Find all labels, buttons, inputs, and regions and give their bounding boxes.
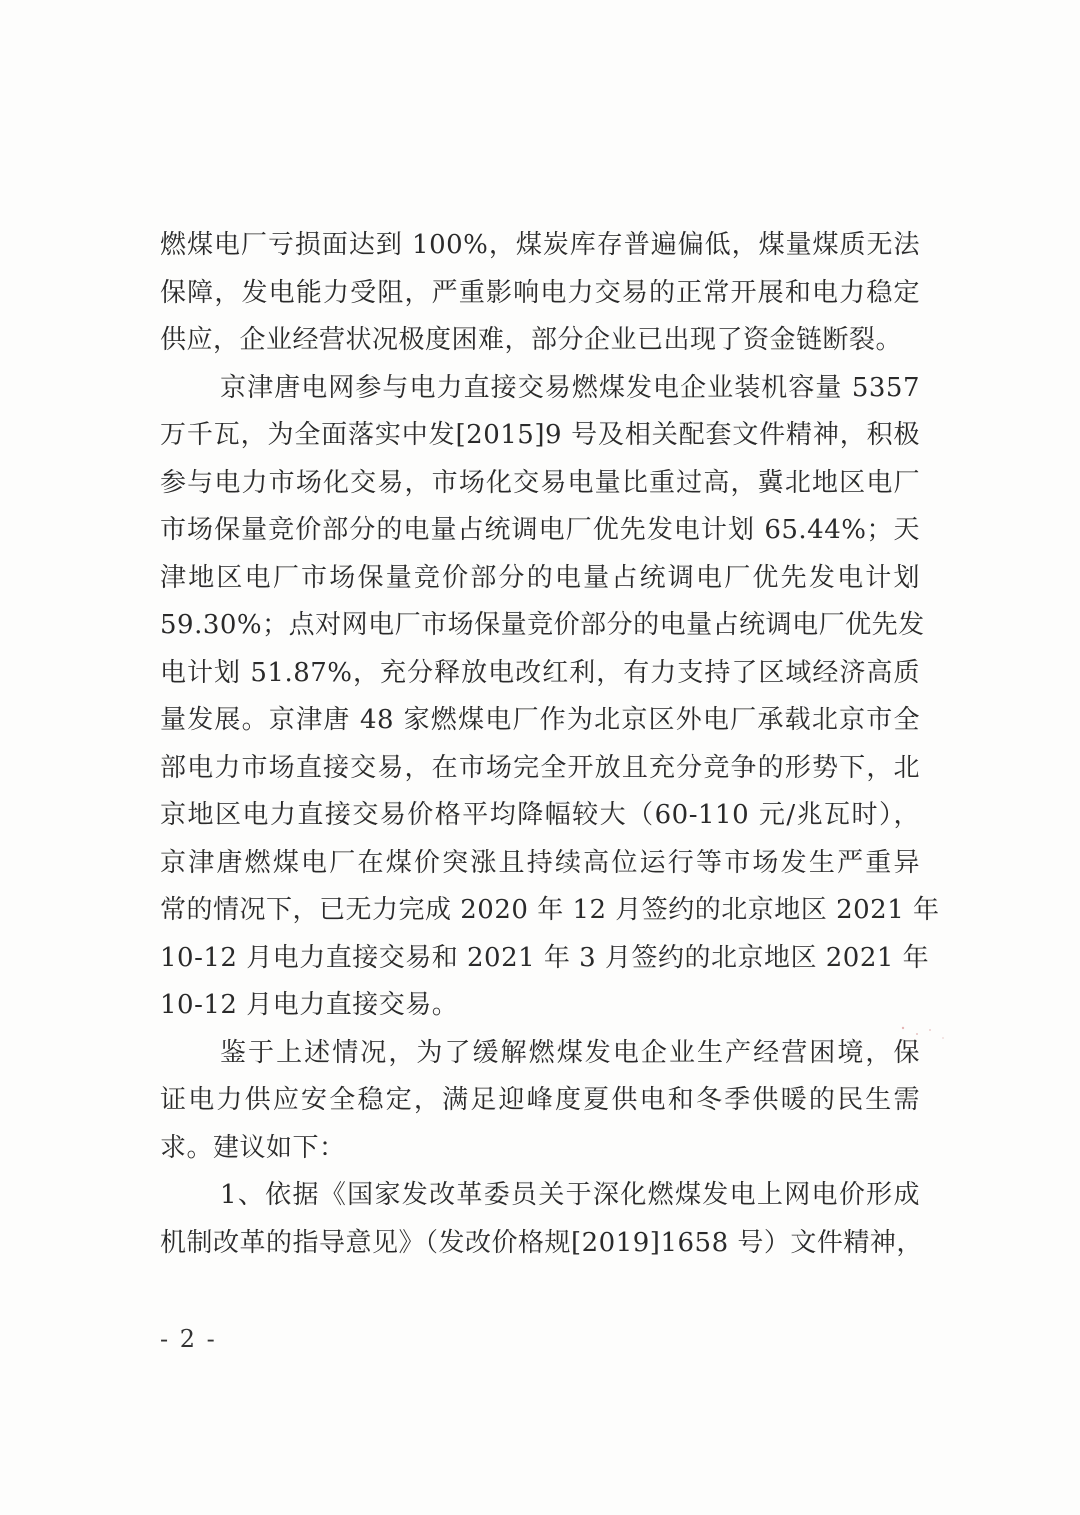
text-line: 京地区电力直接交易价格平均降幅较大（60-110 元/兆瓦时）， xyxy=(160,800,920,830)
text-line: 市场保量竞价部分的电量占统调电厂优先发电计划 65.44%；天 xyxy=(160,515,920,545)
text-line: 参与电力市场化交易，市场化交易电量比重过高，冀北地区电厂 xyxy=(160,467,920,498)
text-line: 10-12 月电力直接交易。 xyxy=(160,990,459,1020)
text-line: 津地区电厂市场保量竞价部分的电量占统调电厂优先发电计划 xyxy=(160,562,920,593)
page-number: - 2 - xyxy=(160,1325,217,1353)
text-line: 电计划 51.87%，充分释放电改红利，有力支持了区域经济高质 xyxy=(160,657,920,688)
text-line: 京津唐燃煤电厂在煤价突涨且持续高位运行等市场发生严重异 xyxy=(160,847,920,878)
document-body xyxy=(160,222,940,1267)
text-line: 1、依据《国家发改革委员关于深化燃煤发电上网电价形成 xyxy=(220,1180,920,1210)
text-line: 证电力供应安全稳定，满足迎峰度夏供电和冬季供暖的民生需 xyxy=(160,1085,920,1115)
scan-smudge-mark xyxy=(895,1020,955,1050)
text-line: 保障，发电能力受阻，严重影响电力交易的正常开展和电力稳定 xyxy=(160,277,920,308)
text-line: 59.30%；点对网电厂市场保量竞价部分的电量占统调电厂优先发 xyxy=(160,610,925,640)
text-line: 万千瓦，为全面落实中发[2015]9 号及相关配套文件精神，积极 xyxy=(160,420,920,450)
text-line: 供应，企业经营状况极度困难，部分企业已出现了资金链断裂。 xyxy=(160,325,903,355)
text-line: 部电力市场直接交易，在市场完全开放且充分竞争的形势下，北 xyxy=(160,752,920,783)
text-line: 鉴于上述情况，为了缓解燃煤发电企业生产经营困境，保 xyxy=(220,1037,920,1068)
text-line: 10-12 月电力直接交易和 2021 年 3 月签约的北京地区 2021 年 xyxy=(160,942,930,973)
text-line: 机制改革的指导意见》（发改价格规[2019]1658 号）文件精神， xyxy=(160,1227,923,1258)
text-line: 常的情况下，已无力完成 2020 年 12 月签约的北京地区 2021 年 xyxy=(160,895,940,925)
text-line: 燃煤电厂亏损面达到 100%，煤炭库存普遍偏低，煤量煤质无法 xyxy=(160,230,920,260)
text-line: 量发展。京津唐 48 家燃煤电厂作为北京区外电厂承载北京市全 xyxy=(160,705,920,735)
text-line: 京津唐电网参与电力直接交易燃煤发电企业装机容量 5357 xyxy=(220,372,920,403)
text-line: 求。建议如下： xyxy=(160,1132,346,1163)
